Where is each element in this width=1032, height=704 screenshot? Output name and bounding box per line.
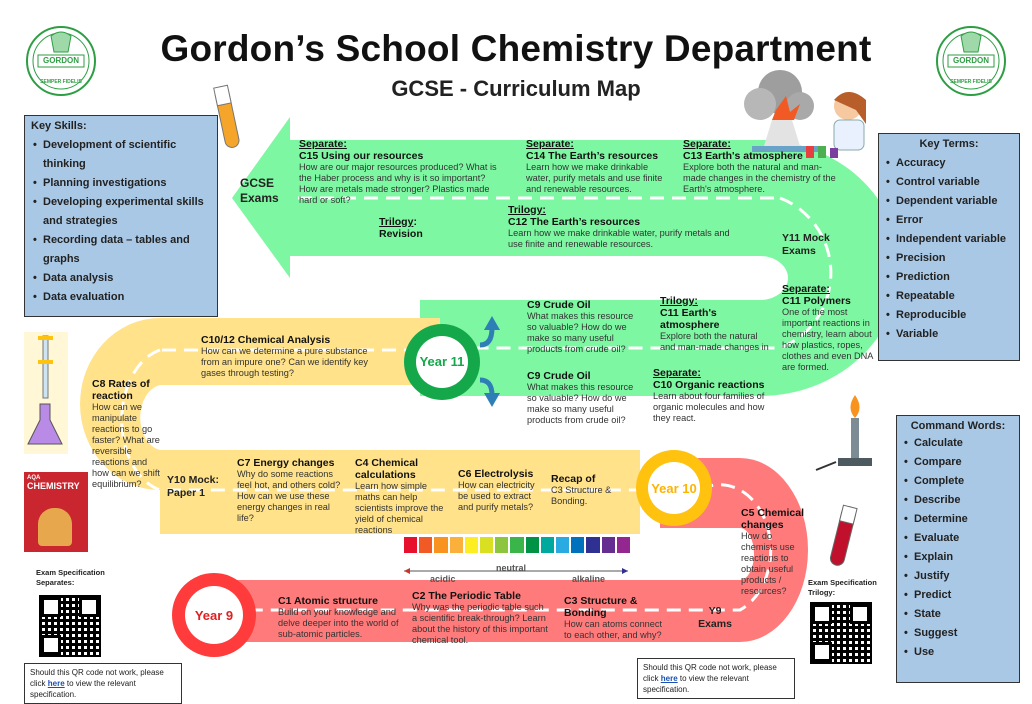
spec-separates-label: Exam Specification Separates:: [36, 568, 105, 587]
list-item: • Repeatable: [896, 287, 1014, 306]
topic-text: How can we determine a pure substance from an impure one? Can we identify key gases through testing?: [201, 346, 368, 378]
ph-alkaline-label: alkaline: [572, 574, 606, 584]
ph-acidic-label: acidic: [430, 574, 456, 584]
ph-swatch: [556, 537, 569, 553]
bunsen-burner-illustration: [816, 395, 872, 470]
topic-text: How can we manipulate reactions to go faster? What are reversible reactions and how can we shift equilibrium?: [92, 402, 160, 489]
topic-title: C3 Structure & Bonding: [564, 595, 638, 619]
topic-title: C5 Chemical changes: [741, 507, 805, 531]
note-text-end: to view the relevant specification.: [30, 679, 136, 699]
key-terms-list: [884, 154, 1014, 344]
topic-tag: Separate:: [526, 138, 574, 150]
topic-title: C13 Earth's atmosphere: [683, 150, 803, 162]
topic-title: C7 Energy changes: [237, 457, 335, 469]
list-item: • Reproducible: [896, 306, 1014, 325]
topic-text: Build on your knowledge and delve deeper into the world of sub-atomic particles.: [278, 607, 399, 639]
topic-text: How can atoms connect to each other, and why?: [564, 619, 663, 640]
topic-c15: [299, 139, 505, 206]
list-item: • Prediction: [896, 268, 1014, 287]
ph-swatch: [434, 537, 447, 553]
year11-label: Year 11: [419, 354, 465, 369]
list-item: • Dependent variable: [896, 192, 1014, 211]
list-item: • Data analysis: [43, 269, 211, 288]
topic-tag: Separate:: [683, 138, 731, 150]
qr-code-separates[interactable]: [39, 595, 101, 657]
topic-tag: Separate:: [782, 283, 830, 295]
list-item: • Calculate: [914, 434, 1014, 453]
list-item: • Recording data – tables and graphs: [43, 231, 211, 269]
ph-swatch: [480, 537, 493, 553]
textbook-cover: [24, 472, 88, 552]
note-text: Should this QR code not work, please click: [30, 668, 164, 688]
list-item: • Use: [914, 643, 1014, 662]
topic-tag-colon: :: [413, 216, 417, 228]
topic-text: How do chemists use reactions to obtain useful products / resources?: [741, 531, 795, 596]
topic-c11-atmosphere: [660, 296, 774, 353]
topic-c8: [92, 378, 166, 490]
page-subtitle: GCSE - Curriculum Map: [391, 76, 641, 101]
topic-revision: [379, 217, 459, 240]
ph-swatch: [450, 537, 463, 553]
key-skills-heading: Key Skills:: [31, 120, 87, 132]
topic-title: C14 The Earth’s resources: [526, 150, 659, 162]
list-item: • Complete: [914, 472, 1014, 491]
topic-title: C10/12 Chemical Analysis: [201, 334, 331, 346]
topic-text: One of the most important reactions in chemistry, learn about how plastics, ropes, clothes and even DNA are formed.: [782, 307, 873, 372]
list-item: • Compare: [914, 453, 1014, 472]
y9-exams-label: Y9 Exams: [698, 605, 732, 630]
ph-swatch: [404, 537, 417, 553]
topic-c10-12: [201, 334, 377, 379]
key-skills-list: [31, 136, 211, 307]
topic-title: C11 Earth's atmosphere: [660, 307, 720, 331]
topic-title: Revision: [379, 228, 423, 240]
textbook-publisher: AQA: [27, 475, 41, 481]
topic-text: C3 Structure & Bonding.: [551, 485, 612, 506]
topic-c5: [741, 507, 809, 597]
topic-text: Why was the periodic table such a scientific break-through? Learn about the history of this important chemical tool.: [412, 602, 548, 645]
gcse-exams-label: GCSE Exams: [240, 176, 279, 205]
topic-title: C15 Using our resources: [299, 150, 424, 162]
command-words-panel: [896, 415, 1020, 683]
topic-recap: [551, 473, 621, 507]
logo-motto: SEMPER FIDELIS: [950, 79, 992, 85]
topic-title: C1 Atomic structure: [278, 595, 378, 607]
y11-mock-label: Y11 Mock Exams: [782, 232, 830, 257]
ph-swatch: [586, 537, 599, 553]
spec-trilogy-link[interactable]: here: [660, 674, 678, 683]
topic-tag: Trilogy: [379, 216, 414, 228]
topic-title: C6 Electrolysis: [458, 468, 534, 480]
topic-title: C9 Crude Oil: [527, 370, 591, 382]
topic-text: How can electricity be used to extract and purify metals?: [458, 480, 535, 512]
list-item: • Variable: [896, 325, 1014, 344]
list-item: • Error: [896, 211, 1014, 230]
spec-trilogy-label: Exam Specification Trilogy:: [808, 578, 877, 597]
spec-trilogy-note: [637, 658, 795, 699]
topic-text: What makes this resource so valuable? How do we make so many useful products from crude oil?: [527, 382, 634, 425]
topic-c13: [683, 139, 843, 195]
topic-title: Recap of: [551, 473, 596, 485]
topic-text: Explore both the natural and man-made changes in: [660, 331, 769, 352]
ph-swatch: [541, 537, 554, 553]
list-item: • State: [914, 605, 1014, 624]
list-item: • Explain: [914, 548, 1014, 567]
topic-text: How are our major resources produced? What is the Haber process and why is it so important? How are metals made stronger? Plastics made hard or soft?: [299, 162, 497, 205]
ph-swatch: [465, 537, 478, 553]
ph-swatch: [526, 537, 539, 553]
spec-separates-link[interactable]: here: [47, 679, 65, 688]
list-item: • Developing experimental skills and strategies: [43, 193, 211, 231]
list-item: • Predict: [914, 586, 1014, 605]
topic-title: C9 Crude Oil: [527, 299, 591, 311]
page-title: Gordon’s School Chemistry Department: [160, 28, 872, 69]
list-item: • Justify: [914, 567, 1014, 586]
topic-c6: [458, 468, 542, 513]
ph-scale: [404, 537, 630, 553]
topic-text: Learn how simple maths can help scientists improve the yield of chemical reactions: [355, 481, 444, 535]
command-words-heading: Command Words:: [910, 420, 1006, 432]
topic-text: Explore both the natural and man-made changes in the chemistry of the Earth's atmosphere.: [683, 162, 836, 194]
note-text: Should this QR code not work, please click: [643, 663, 777, 683]
topic-tag: Separate:: [299, 138, 347, 150]
key-skills-panel: [24, 115, 218, 317]
list-item: • Independent variable: [896, 230, 1014, 249]
topic-tag: Separate:: [653, 367, 701, 379]
list-item: • Control variable: [896, 173, 1014, 192]
list-item: • Describe: [914, 491, 1014, 510]
ph-swatch: [419, 537, 432, 553]
list-item: • Planning investigations: [43, 174, 211, 193]
topic-title: C11 Polymers: [782, 295, 851, 307]
topic-text: What makes this resource so valuable? How do we make so many useful products from crude oil?: [527, 311, 634, 354]
year10-label: Year 10: [651, 481, 697, 496]
topic-title: C4 Chemical calculations: [355, 457, 419, 481]
list-item: • Evaluate: [914, 529, 1014, 548]
qr-code-trilogy[interactable]: [810, 602, 872, 664]
topic-c10: [653, 368, 773, 424]
logo-text: GORDON: [953, 56, 989, 65]
logo-motto: SEMPER FIDELIS: [40, 79, 82, 85]
topic-text: Why do some reactions feel hot, and others cold? How can we use these energy changes in real life?: [237, 469, 341, 523]
topic-text: Learn how we make drinkable water, purify metals and use finite and renewable resources.: [508, 228, 730, 249]
topic-text: Learn about four families of organic molecules and how they react.: [653, 391, 765, 423]
list-item: • Precision: [896, 249, 1014, 268]
list-item: • Suggest: [914, 624, 1014, 643]
note-text-end: to view the relevant specification.: [643, 674, 749, 694]
topic-c1: [278, 595, 402, 640]
topic-c3: [564, 595, 664, 641]
topic-tag: Trilogy:: [660, 295, 698, 307]
topic-c2: [412, 590, 550, 646]
list-item: • Data evaluation: [43, 288, 211, 307]
list-item: • Accuracy: [896, 154, 1014, 173]
topic-c4: [355, 457, 447, 536]
topic-c9-upper: [527, 299, 639, 355]
y10-mock-label: Y10 Mock: Paper 1: [167, 474, 219, 499]
key-terms-panel: [878, 133, 1020, 361]
list-item: • Determine: [914, 510, 1014, 529]
spec-separates-note: [24, 663, 182, 704]
topic-tag: Trilogy:: [508, 204, 546, 216]
textbook-title: CHEMISTRY: [27, 481, 80, 491]
topic-c12: [508, 205, 744, 250]
ph-swatch: [495, 537, 508, 553]
topic-title: C12 The Earth’s resources: [508, 216, 641, 228]
ph-swatch: [617, 537, 630, 553]
ph-neutral-label: neutral: [496, 563, 527, 573]
year9-label: Year 9: [194, 608, 234, 623]
key-terms-heading: Key Terms:: [919, 138, 979, 150]
topic-text: Learn how we make drinkable water, purify metals and use finite and renewable resources.: [526, 162, 663, 194]
topic-title: C8 Rates of reaction: [92, 378, 150, 402]
topic-c9-lower: [527, 370, 639, 426]
topic-title: C2 The Periodic Table: [412, 590, 521, 602]
topic-c14: [526, 139, 666, 195]
ph-swatch: [510, 537, 523, 553]
topic-title: C10 Organic reactions: [653, 379, 765, 391]
red-test-tube-illustration: [829, 505, 857, 567]
burette-flask-illustration: [24, 332, 68, 454]
topic-c11-polymers: [782, 284, 874, 373]
topic-c7: [237, 457, 341, 524]
logo-text: GORDON: [43, 56, 79, 65]
ph-swatch: [602, 537, 615, 553]
list-item: • Development of scientific thinking: [43, 136, 211, 174]
ph-swatch: [571, 537, 584, 553]
command-words-list: [902, 434, 1014, 662]
